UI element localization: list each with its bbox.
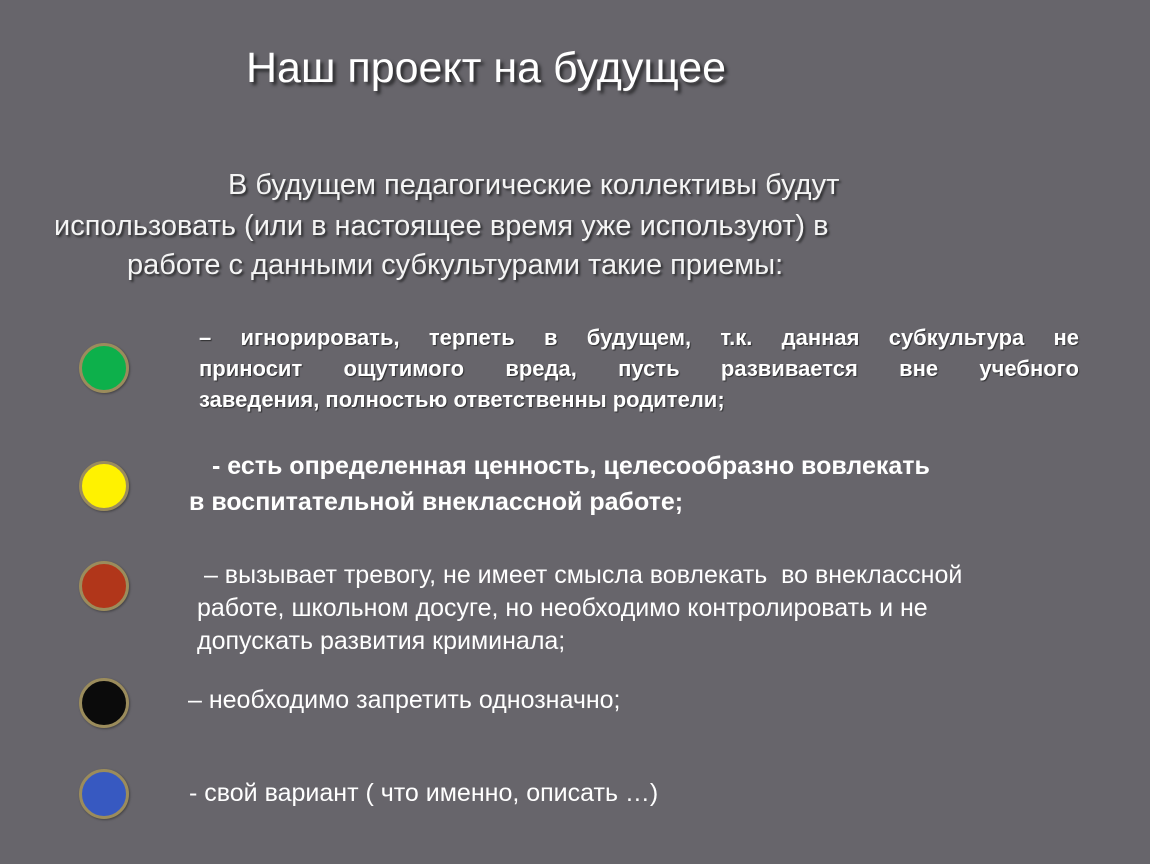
green-circle-icon bbox=[79, 343, 129, 393]
list-item-green-line-1: – игнорировать, терпеть в будущем, т.к. данная субкультура не bbox=[199, 325, 1079, 350]
list-item-blue: - свой вариант ( что именно, описать …) bbox=[189, 779, 659, 807]
list-item-brown-line-1: – вызывает тревогу, не имеет смысла вовлекать во внеклассной bbox=[197, 561, 963, 589]
intro-line-2: использовать (или в настоящее время уже используют) в bbox=[54, 210, 829, 242]
list-item-green-line-3: заведения, полностью ответственны родители; bbox=[199, 387, 725, 412]
yellow-circle-icon bbox=[79, 461, 129, 511]
intro-line-3: работе с данными субкультурами такие приемы: bbox=[127, 249, 784, 281]
brown-circle-icon bbox=[79, 561, 129, 611]
blue-circle-icon bbox=[79, 769, 129, 819]
black-circle-icon bbox=[79, 678, 129, 728]
list-item-yellow-line-2: в воспитательной внеклассной работе; bbox=[189, 488, 684, 516]
list-item-green bbox=[199, 322, 1079, 415]
list-item-black: – необходимо запретить однозначно; bbox=[188, 686, 621, 714]
intro-line-1: В будущем педагогические коллективы будут bbox=[228, 169, 840, 201]
list-item-yellow-line-1: - есть определенная ценность, целесообразно вовлекать bbox=[212, 452, 930, 480]
list-item-green-line-2: приносит ощутимого вреда, пусть развивается вне учебного bbox=[199, 356, 1079, 381]
list-item-brown bbox=[197, 559, 962, 658]
list-item-brown-line-2: работе, школьном досуге, но необходимо контролировать и не bbox=[197, 594, 928, 622]
list-item-brown-line-3: допускать развития криминала; bbox=[197, 627, 566, 655]
slide-title: Наш проект на будущее bbox=[246, 44, 727, 92]
